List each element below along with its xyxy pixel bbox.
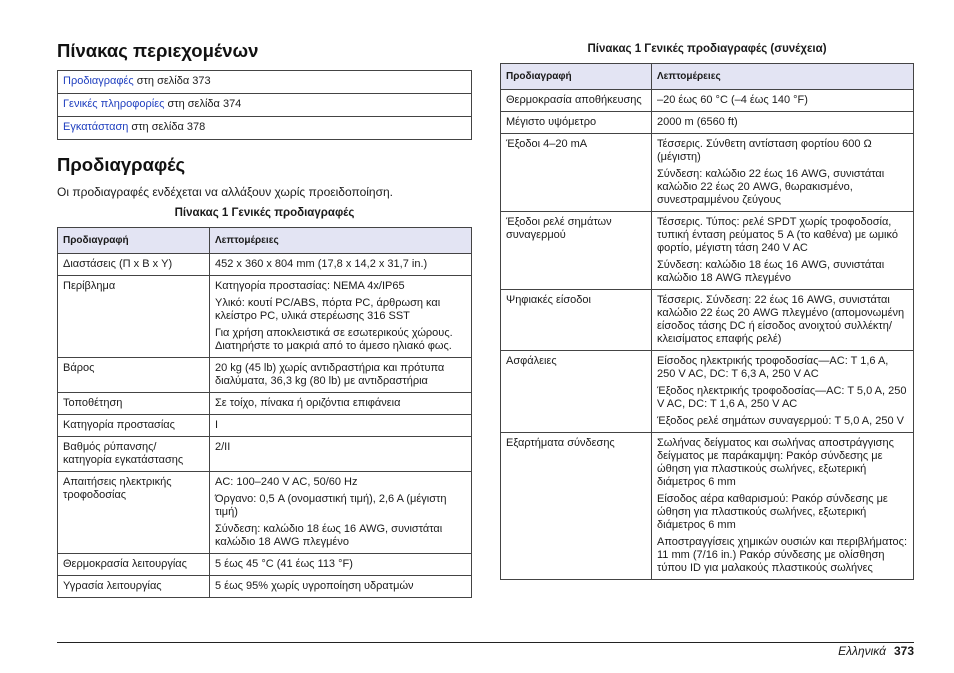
footer-divider bbox=[57, 642, 914, 643]
spec-detail-line: Για χρήση αποκλειστικά σε εσωτερικούς χώρους. Διατηρήστε το μακριά από το άμεσο ηλιακό φως. bbox=[215, 327, 453, 352]
toc-heading: Πίνακας περιεχομένων bbox=[57, 40, 259, 61]
spec-name-cell: Μέγιστο υψόμετρο bbox=[501, 112, 652, 134]
table-row bbox=[58, 576, 472, 598]
spec-details-cell bbox=[210, 358, 472, 393]
spec-name-cell: Υγρασία λειτουργίας bbox=[58, 576, 210, 598]
spec-details-cell bbox=[210, 472, 472, 554]
table-row bbox=[58, 276, 472, 358]
spec-name-cell: Κατηγορία προστασίας bbox=[58, 415, 210, 437]
spec-detail-line: Όργανο: 0,5 A (ονομαστική τιμή), 2,6 A (μέγιστη τιμή) bbox=[215, 493, 447, 518]
column-header-spec: Προδιαγραφή bbox=[58, 228, 210, 254]
spec-detail-line: 2/II bbox=[215, 441, 231, 453]
table-row bbox=[58, 393, 472, 415]
spec-table-right bbox=[500, 63, 914, 580]
spec-detail-line: Σε τοίχο, πίνακα ή οριζόντια επιφάνεια bbox=[215, 397, 401, 409]
toc-table bbox=[57, 70, 472, 140]
spec-name-cell: Ασφάλειες bbox=[501, 351, 652, 433]
spec-detail-line: Είσοδος ηλεκτρικής τροφοδοσίας—AC: T 1,6 A, 250 V AC, DC: T 6,3 A, 250 V AC bbox=[657, 355, 889, 380]
table-header-row bbox=[501, 64, 914, 90]
spec-name-cell: Διαστάσεις (Π x B x Υ) bbox=[58, 254, 210, 276]
table-header-row bbox=[58, 228, 472, 254]
column-header-spec: Προδιαγραφή bbox=[501, 64, 652, 90]
spec-name-cell: Έξοδοι ρελέ σημάτων συναγερμού bbox=[501, 212, 652, 290]
table-row bbox=[501, 134, 914, 212]
table-row bbox=[58, 415, 472, 437]
spec-name-cell: Έξοδοι 4–20 mA bbox=[501, 134, 652, 212]
spec-table-left bbox=[57, 227, 472, 598]
spec-detail-line: Έξοδος ηλεκτρικής τροφοδοσίας—AC: T 5,0 A, 250 V AC, DC: T 1,6 A, 250 V AC bbox=[657, 385, 907, 410]
spec-detail-line: I bbox=[215, 419, 219, 431]
table-row bbox=[58, 358, 472, 393]
toc-row bbox=[58, 117, 472, 140]
spec-detail-line: Κατηγορία προστασίας: NEMA 4x/IP65 bbox=[215, 280, 405, 292]
footer-language: Ελληνικά bbox=[838, 644, 886, 658]
specifications-intro: Οι προδιαγραφές ενδέχεται να αλλάξουν χωρίς προειδοποίηση. bbox=[57, 185, 393, 199]
specifications-heading: Προδιαγραφές bbox=[57, 154, 186, 175]
spec-name-cell: Περίβλημα bbox=[58, 276, 210, 358]
spec-detail-line: Είσοδος αέρα καθαρισμού: Ρακόρ σύνδεσης με ώθηση για πλαστικούς σωλήνες, εξωτερική διάμετρος 6 mm bbox=[657, 493, 888, 531]
spec-name-cell: Ψηφιακές είσοδοι bbox=[501, 290, 652, 351]
toc-link-specifications[interactable]: Προδιαγραφές bbox=[63, 75, 134, 87]
table-row bbox=[501, 112, 914, 134]
toc-page-ref: στη σελίδα 374 bbox=[164, 98, 242, 110]
spec-detail-line: –20 έως 60 °C (–4 έως 140 °F) bbox=[657, 94, 808, 106]
spec-details-cell bbox=[210, 554, 472, 576]
spec-detail-line: 5 έως 45 °C (41 έως 113 °F) bbox=[215, 558, 353, 570]
table-row bbox=[501, 290, 914, 351]
toc-page-ref: στη σελίδα 378 bbox=[128, 121, 206, 133]
spec-details-cell bbox=[210, 393, 472, 415]
table-caption: Πίνακας 1 Γενικές προδιαγραφές bbox=[174, 207, 355, 219]
spec-details-cell bbox=[652, 212, 914, 290]
spec-details-cell bbox=[652, 112, 914, 134]
spec-detail-line: Υλικό: κουτί PC/ABS, πόρτα PC, άρθρωση και κλείστρο PC, υλικά στερέωσης 316 SST bbox=[215, 297, 441, 322]
page-footer bbox=[838, 644, 914, 658]
spec-details-cell bbox=[210, 576, 472, 598]
table-row bbox=[58, 254, 472, 276]
spec-details-cell bbox=[652, 351, 914, 433]
spec-details-cell bbox=[652, 90, 914, 112]
table-caption-continued: Πίνακας 1 Γενικές προδιαγραφές (συνέχεια) bbox=[587, 43, 827, 55]
table-row bbox=[501, 90, 914, 112]
spec-detail-line: 2000 m (6560 ft) bbox=[657, 116, 738, 128]
toc-link-general-info[interactable]: Γενικές πληροφορίες bbox=[63, 98, 165, 110]
table-row bbox=[58, 472, 472, 554]
spec-detail-line: Σύνδεση: καλώδιο 18 έως 16 AWG, συνιστάται καλώδιο 18 AWG πλεγμένο bbox=[215, 523, 443, 548]
spec-name-cell: Θερμοκρασία λειτουργίας bbox=[58, 554, 210, 576]
spec-details-cell bbox=[210, 415, 472, 437]
spec-detail-line: Αποστραγγίσεις χημικών ουσιών και περιβλήματος: 11 mm (7/16 in.) Ρακόρ σύνδεσης με ολίσθηση τύπου ID για μαλακούς πλαστικούς σωλήνες bbox=[657, 536, 907, 574]
spec-details-cell bbox=[652, 134, 914, 212]
spec-name-cell: Βαθμός ρύπανσης/κατηγορία εγκατάστασης bbox=[58, 437, 210, 472]
column-header-details: Λεπτομέρειες bbox=[652, 64, 914, 90]
spec-name-cell: Εξαρτήματα σύνδεσης bbox=[501, 433, 652, 580]
spec-detail-line: AC: 100–240 V AC, 50/60 Hz bbox=[215, 476, 358, 488]
table-row bbox=[501, 212, 914, 290]
table-row bbox=[501, 351, 914, 433]
spec-table-left-body bbox=[58, 254, 472, 598]
spec-detail-line: 452 x 360 x 804 mm (17,8 x 14,2 x 31,7 in.) bbox=[215, 258, 428, 270]
column-header-details: Λεπτομέρειες bbox=[210, 228, 472, 254]
spec-details-cell bbox=[210, 254, 472, 276]
toc-link-installation[interactable]: Εγκατάσταση bbox=[63, 121, 129, 133]
spec-detail-line: Τέσσερις. Σύνθετη αντίσταση φορτίου 600 Ω (μέγιστη) bbox=[657, 138, 872, 163]
spec-table-right-body bbox=[501, 90, 914, 580]
table-row bbox=[58, 554, 472, 576]
table-row bbox=[501, 433, 914, 580]
spec-name-cell: Απαιτήσεις ηλεκτρικής τροφοδοσίας bbox=[58, 472, 210, 554]
spec-name-cell: Βάρος bbox=[58, 358, 210, 393]
toc-row bbox=[58, 94, 472, 117]
spec-name-cell: Θερμοκρασία αποθήκευσης bbox=[501, 90, 652, 112]
page-number: 373 bbox=[893, 644, 914, 658]
spec-detail-line: Σωλήνας δείγματος και σωλήνας αποστράγγισης δείγματος με παράκαμψη: Ρακόρ σύνδεσης με ώθηση για πλαστικούς σωλήνες, εξωτερική διάμετρος 6 mm bbox=[657, 437, 894, 488]
spec-detail-line: Τέσσερις. Σύνδεση: 22 έως 16 AWG, συνιστάται καλώδιο 22 έως 20 AWG πλεγμένο (απομονωμένη είσοδος τάσης DC ή είσοδος ανοιχτού συλλέκτη/κλεισίματος επαφής ρελέ) bbox=[657, 294, 905, 345]
spec-details-cell bbox=[210, 437, 472, 472]
spec-detail-line: 20 kg (45 lb) χωρίς αντιδραστήρια και πρότυπα διαλύματα, 36,3 kg (80 lb) με αντιδραστήρια bbox=[215, 362, 445, 387]
spec-detail-line: 5 έως 95% χωρίς υγροποίηση υδρατμών bbox=[215, 580, 414, 592]
toc-row bbox=[58, 71, 472, 94]
spec-details-cell bbox=[210, 276, 472, 358]
toc-page-ref: στη σελίδα 373 bbox=[133, 75, 211, 87]
spec-detail-line: Έξοδος ρελέ σημάτων συναγερμού: T 5,0 A, 250 V bbox=[657, 415, 904, 427]
table-row bbox=[58, 437, 472, 472]
spec-name-cell: Τοποθέτηση bbox=[58, 393, 210, 415]
spec-detail-line: Σύνδεση: καλώδιο 22 έως 16 AWG, συνιστάται καλώδιο 22 έως 20 AWG, θωρακισμένο, συνεστραμμένου ζεύγους bbox=[657, 168, 885, 206]
spec-details-cell bbox=[652, 290, 914, 351]
spec-detail-line: Τέσσερις. Τύπος: ρελέ SPDT χωρίς τροφοδοσία, τυπική ένταση ρεύματος 5 A (το καθένα) με ωμικό φορτίο, μέγιστη τάση 240 V AC bbox=[657, 216, 898, 254]
spec-details-cell bbox=[652, 433, 914, 580]
spec-detail-line: Σύνδεση: καλώδιο 18 έως 16 AWG, συνιστάται καλώδιο 18 AWG πλεγμένο bbox=[657, 259, 885, 284]
